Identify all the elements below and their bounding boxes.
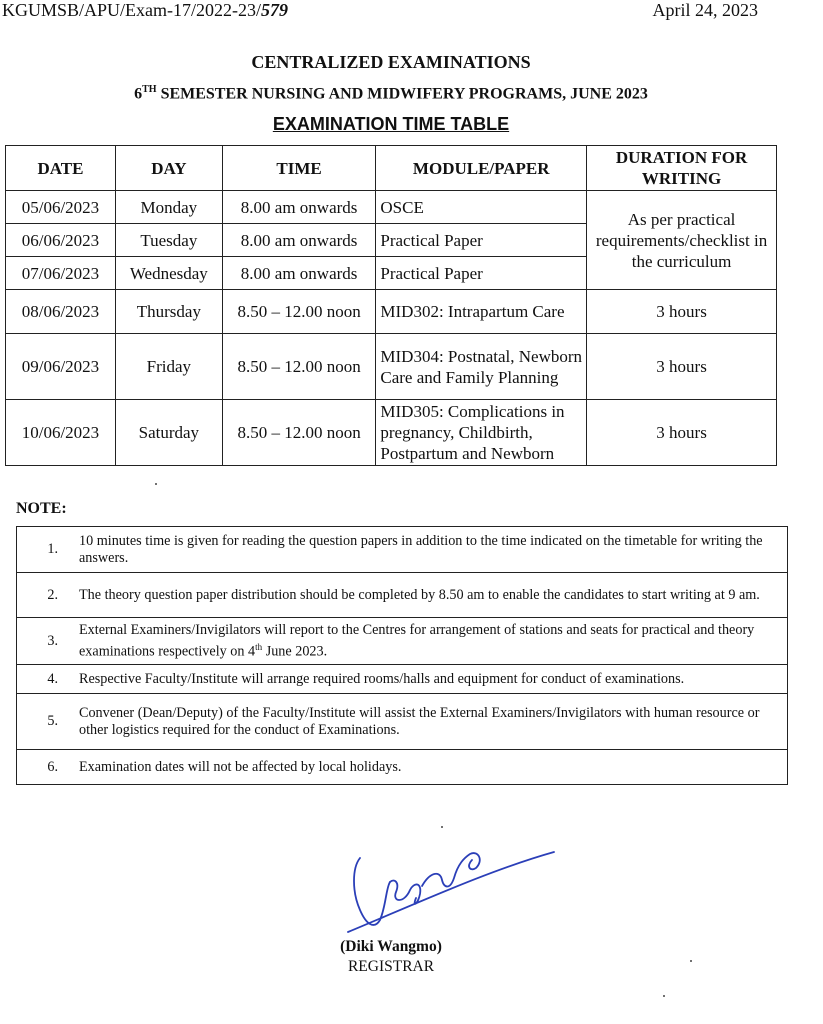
scan-speck <box>441 826 443 828</box>
examination-timetable <box>5 145 777 466</box>
column-header-module: MODULE/PAPER <box>376 146 587 191</box>
row-day: Thursday <box>115 290 222 334</box>
row-module: MID302: Intrapartum Care <box>376 290 587 334</box>
row-date: 08/06/2023 <box>6 290 116 334</box>
note-text-tail: June 2023. <box>262 643 328 660</box>
semester-programs-text: SEMESTER NURSING AND MIDWIFERY PROGRAMS, JUNE 2023 <box>156 85 648 103</box>
table-row <box>6 290 777 334</box>
note-text: Respective Faculty/Institute will arrange required rooms/halls and equipment for conduct of examinations. <box>78 665 788 694</box>
row-time: 8.50 – 12.00 noon <box>222 400 376 466</box>
note-text: The theory question paper distribution should be completed by 8.50 am to enable the candidates to start writing at 9 am. <box>78 573 788 618</box>
row-day: Monday <box>115 191 222 224</box>
row-module: MID305: Complications in pregnancy, Childbirth, Postpartum and Newborn <box>376 400 587 466</box>
note-number: 3. <box>17 618 79 665</box>
signature-stroke <box>390 880 420 903</box>
list-item <box>17 527 788 573</box>
note-number: 4. <box>17 665 79 694</box>
note-text-main: External Examiners/Invigilators will report to the Centres for arrangement of stations and seats for practical and theory examinations respectively on 4 <box>79 621 755 660</box>
row-time: 8.00 am onwards <box>222 191 376 224</box>
note-ordinal-suffix: th <box>255 641 263 652</box>
registrar-signature <box>330 840 570 940</box>
list-item <box>17 573 788 618</box>
reference-serial: 579 <box>261 0 289 20</box>
signatory-title: REGISTRAR <box>347 958 435 975</box>
notes-label: NOTE: <box>16 500 67 517</box>
row-time: 8.00 am onwards <box>222 257 376 290</box>
column-header-date: DATE <box>6 146 116 191</box>
signature-stroke <box>348 852 554 932</box>
note-number: 5. <box>17 694 79 750</box>
note-number: 2. <box>17 573 79 618</box>
row-time: 8.50 – 12.00 noon <box>222 334 376 400</box>
row-module: Practical Paper <box>376 224 587 257</box>
note-number: 1. <box>17 527 79 573</box>
list-item <box>17 750 788 785</box>
row-time: 8.00 am onwards <box>222 224 376 257</box>
row-time: 8.50 – 12.00 noon <box>222 290 376 334</box>
heading-time-table: EXAMINATION TIME TABLE <box>272 114 510 134</box>
list-item <box>17 694 788 750</box>
reference-prefix: KGUMSB/APU/Exam-17/2022-23/ <box>2 0 262 20</box>
timetable-header-row <box>6 146 777 191</box>
signatory-name: (Diki Wangmo) <box>340 938 442 955</box>
reference-number <box>2 0 288 21</box>
list-item <box>17 618 788 665</box>
note-number: 6. <box>17 750 79 785</box>
note-text: Convener (Dean/Deputy) of the Faculty/Institute will assist the External Examiners/Invigilators with human resource or other logistics required for the conduct of Examinations. <box>78 694 788 750</box>
row-date: 09/06/2023 <box>6 334 116 400</box>
notes-list <box>16 526 788 785</box>
row-duration: 3 hours <box>587 290 777 334</box>
note-text: Examination dates will not be affected by local holidays. <box>78 750 788 785</box>
column-header-duration: DURATION FOR WRITING <box>587 146 777 191</box>
row-module: MID304: Postnatal, Newborn Care and Family Planning <box>376 334 587 400</box>
row-day: Wednesday <box>115 257 222 290</box>
note-text <box>78 618 788 665</box>
note-text: 10 minutes time is given for reading the question papers in addition to the time indicated on the timetable for writing the answers. <box>78 527 788 573</box>
row-day: Saturday <box>115 400 222 466</box>
signature-stroke <box>354 858 390 925</box>
table-row <box>6 191 777 224</box>
column-header-time: TIME <box>222 146 376 191</box>
issue-date: April 24, 2023 <box>652 0 758 20</box>
heading-centralized-examinations: CENTRALIZED EXAMINATIONS <box>251 52 531 72</box>
row-module: OSCE <box>376 191 587 224</box>
heading-semester-programs <box>0 84 782 103</box>
row-day: Tuesday <box>115 224 222 257</box>
list-item <box>17 665 788 694</box>
row-module: Practical Paper <box>376 257 587 290</box>
practical-duration: As per practical requirements/checklist in the curriculum <box>587 191 777 290</box>
row-date: 05/06/2023 <box>6 191 116 224</box>
table-row <box>6 334 777 400</box>
row-date: 10/06/2023 <box>6 400 116 466</box>
semester-ordinal-suffix: TH <box>142 84 157 95</box>
row-duration: 3 hours <box>587 334 777 400</box>
semester-ordinal: 6 <box>134 85 143 103</box>
row-date: 07/06/2023 <box>6 257 116 290</box>
row-day: Friday <box>115 334 222 400</box>
signature-strokes <box>348 852 554 932</box>
row-date: 06/06/2023 <box>6 224 116 257</box>
table-row <box>6 400 777 466</box>
scan-speck <box>663 995 665 997</box>
column-header-day: DAY <box>115 146 222 191</box>
scan-speck <box>155 483 157 485</box>
row-duration: 3 hours <box>587 400 777 466</box>
